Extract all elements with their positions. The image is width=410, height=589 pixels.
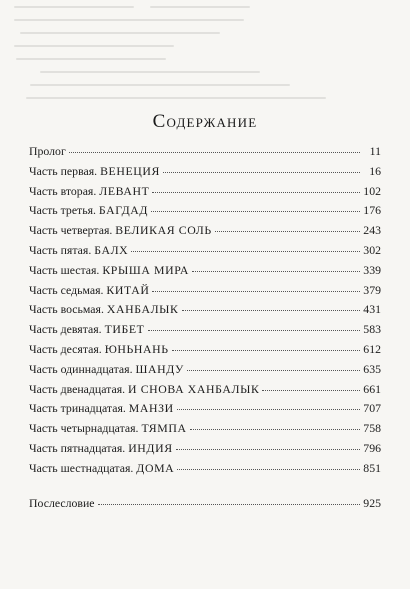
toc-entry-part: Часть четвертая. xyxy=(29,223,113,238)
toc-entry-page: 758 xyxy=(363,421,381,436)
toc-entry xyxy=(29,362,381,382)
toc-entry-name: ЛЕВАНТ xyxy=(99,183,150,198)
toc-entry-part: Часть восьмая. xyxy=(29,302,104,317)
toc-entry-name: КРЫША МИРА xyxy=(102,262,190,277)
toc-entry-page: 661 xyxy=(363,381,381,396)
dot-leader xyxy=(163,171,360,173)
toc-entry-name: БАГДАД xyxy=(98,203,149,218)
toc-entry-page: 176 xyxy=(363,203,381,218)
toc-entry xyxy=(29,184,381,204)
dot-leader xyxy=(262,389,360,391)
dot-leader xyxy=(177,408,360,410)
toc-entry-part: Часть шестнадцатая. xyxy=(29,460,134,475)
toc-entry-name: МАНЗИ xyxy=(128,401,174,416)
toc-entry-page: 635 xyxy=(363,361,381,376)
toc-entry-name: КИТАЙ xyxy=(106,282,150,297)
toc-entry-page: 379 xyxy=(363,282,381,297)
toc-entry xyxy=(29,203,381,223)
toc-entry-part: Часть пятнадцатая. xyxy=(29,440,126,455)
toc-entry-page: 302 xyxy=(363,242,381,257)
toc-entry-page: 431 xyxy=(363,302,381,317)
toc-entry-name: ВЕЛИКАЯ СОЛЬ xyxy=(115,223,212,238)
dot-leader xyxy=(69,151,360,153)
toc-entry-name: ДОМА xyxy=(136,460,175,475)
toc-entry xyxy=(29,382,381,402)
toc-entry-page: 707 xyxy=(363,401,381,416)
page-title: Содержание xyxy=(152,111,258,132)
toc-entry-part: Часть четырнадцатая. xyxy=(29,421,139,436)
dot-leader xyxy=(131,250,360,252)
toc-entry xyxy=(29,342,381,362)
toc-entry-page: 925 xyxy=(363,495,381,510)
toc-entry-page: 851 xyxy=(363,460,381,475)
toc-entry xyxy=(29,461,381,481)
toc-entry-part: Часть вторая. xyxy=(29,183,97,198)
toc-entry-part: Пролог xyxy=(29,144,66,158)
toc-entry-part: Часть пятая. xyxy=(29,242,92,257)
toc-entry-name: ЮНЬНАНЬ xyxy=(104,341,169,356)
toc-entry-part: Часть одиннадцатая. xyxy=(29,361,133,376)
toc-entry-page: 612 xyxy=(363,341,381,356)
toc-entry xyxy=(29,401,381,421)
dot-leader xyxy=(152,290,360,292)
dot-leader xyxy=(177,468,360,470)
toc-entry xyxy=(29,223,381,243)
toc-entry-name: ВЕНЕЦИЯ xyxy=(100,163,160,178)
dot-leader xyxy=(190,428,360,430)
toc-entry-part: Послесловие xyxy=(29,495,95,510)
toc-entry-part: Часть двенадцатая. xyxy=(29,381,126,396)
toc-entry-name: И СНОВА ХАНБАЛЫК xyxy=(128,381,260,396)
toc-entry-name: ТЯМПА xyxy=(141,421,187,436)
toc-entry-part: Часть первая. xyxy=(29,163,98,178)
toc-entry-name: ИНДИЯ xyxy=(128,440,173,455)
toc-entry xyxy=(29,283,381,303)
toc-entry-part: Часть десятая. xyxy=(29,341,102,356)
dot-leader xyxy=(182,309,360,311)
dot-leader xyxy=(176,448,360,450)
toc-entry-name: ХАНБАЛЫК xyxy=(106,302,179,317)
toc-entry-part: Часть третья. xyxy=(29,203,96,218)
toc-entry-name: ТИБЕТ xyxy=(104,322,145,337)
toc-entry xyxy=(29,164,381,184)
toc-entry-name: ШАНДУ xyxy=(135,361,184,376)
dot-leader xyxy=(187,369,360,371)
show-through-text xyxy=(0,0,410,110)
toc-entry-page: 243 xyxy=(363,223,381,238)
toc-entry xyxy=(29,441,381,461)
dot-leader xyxy=(148,329,361,331)
dot-leader xyxy=(152,191,360,193)
dot-leader xyxy=(215,230,360,232)
toc-entry xyxy=(29,322,381,342)
toc-entry-page: 102 xyxy=(363,183,381,198)
toc-entry-page: 339 xyxy=(363,262,381,277)
toc-entry-page: 796 xyxy=(363,440,381,455)
toc-entry xyxy=(29,263,381,283)
toc-entry-afterword xyxy=(29,496,381,516)
toc-entry-page: 16 xyxy=(369,163,381,178)
dot-leader xyxy=(98,503,360,505)
toc-entry xyxy=(29,302,381,322)
toc-entry xyxy=(29,243,381,263)
toc-entry xyxy=(29,144,381,164)
toc-entry-page: 583 xyxy=(363,322,381,337)
table-of-contents xyxy=(29,144,381,515)
toc-entry-part: Часть шестая. xyxy=(29,262,100,277)
toc-entry xyxy=(29,421,381,441)
dot-leader xyxy=(172,349,360,351)
toc-entry-name: БАЛХ xyxy=(94,242,129,257)
toc-entry-page: 11 xyxy=(369,144,381,158)
dot-leader xyxy=(192,270,360,272)
toc-entry-part: Часть девятая. xyxy=(29,322,102,337)
toc-entry-part: Часть седьмая. xyxy=(29,282,104,297)
dot-leader xyxy=(151,210,360,212)
toc-entry-part: Часть тринадцатая. xyxy=(29,401,126,416)
